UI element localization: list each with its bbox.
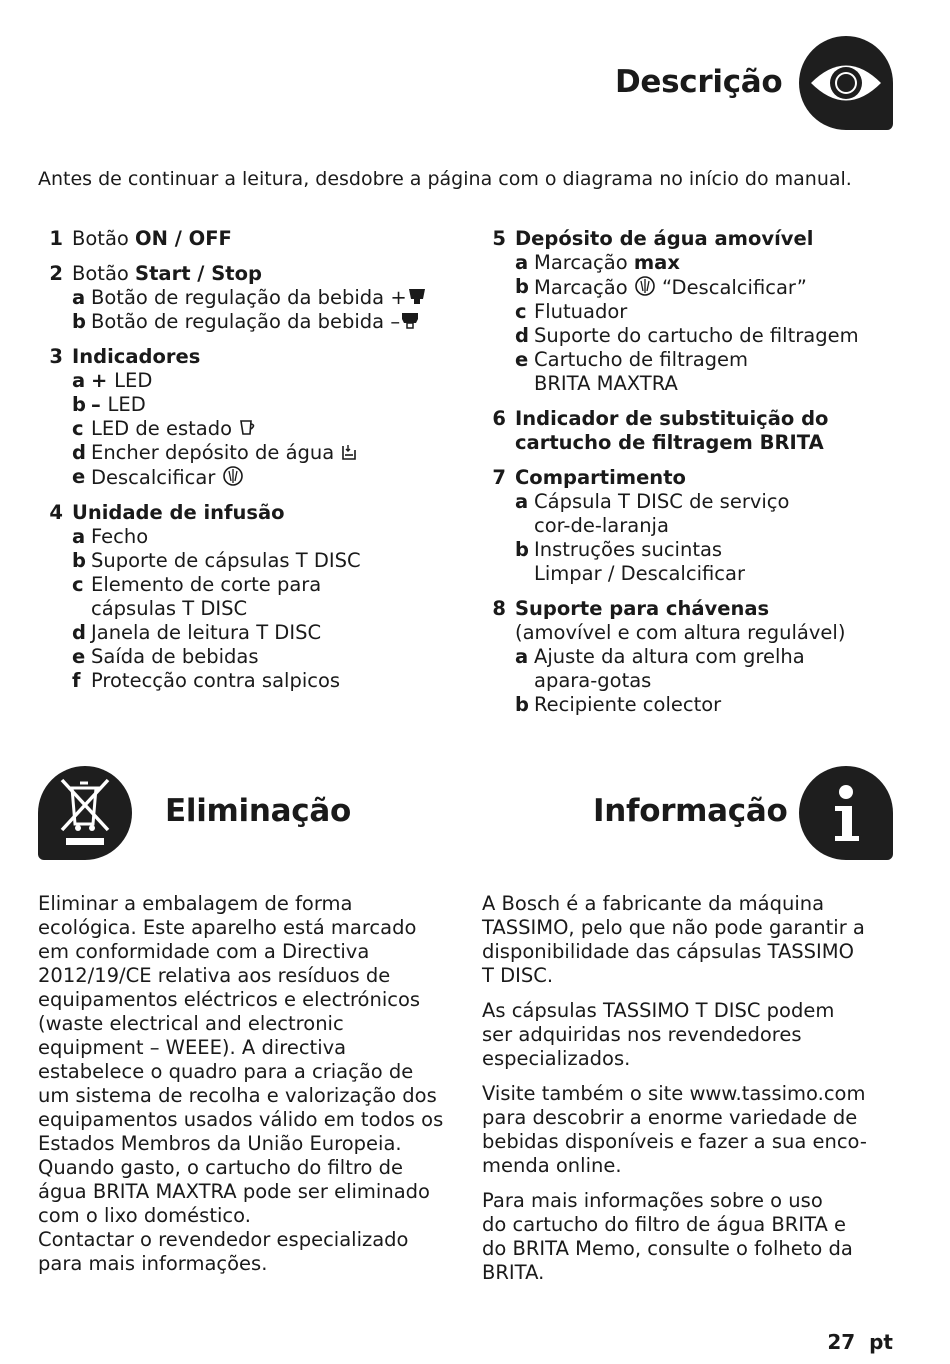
list-item [481, 466, 921, 586]
sub-letter: a [515, 490, 529, 513]
disposal-line: um sistema de recolha e valorização dos [38, 1084, 437, 1107]
item-title: Indicador de substituição do [515, 407, 829, 430]
sub-text: Marcação [534, 251, 634, 274]
info-line: disponibilidade das cápsulas TASSIMO [482, 940, 854, 963]
info-line: T DISC. [482, 964, 554, 987]
sub-text: LED [114, 369, 153, 392]
disposal-line: para mais informações. [38, 1252, 268, 1275]
info-line: Visite também o site www.tassimo.com [482, 1082, 866, 1105]
info-title: Informação [593, 793, 788, 829]
sub-text: Suporte de cápsulas T DISC [91, 549, 361, 572]
info-line: Para mais informações sobre o uso [482, 1189, 823, 1212]
disposal-line: (waste electrical and electronic [38, 1012, 344, 1035]
disposal-line: equipamentos usados válido em todos os [38, 1108, 444, 1131]
sub-text: BRITA MAXTRA [534, 372, 678, 395]
sub-letter: a [72, 369, 86, 392]
sub-text: Limpar / Descalcificar [534, 562, 745, 585]
item-text: Botão [72, 227, 136, 250]
sub-letter: d [72, 441, 86, 464]
sub-letter: c [515, 300, 527, 323]
sub-letter: b [72, 310, 86, 333]
disposal-line: equipamentos eléctricos e electrónicos [38, 988, 421, 1011]
item-title: Suporte para chávenas [515, 597, 770, 620]
item-bold-text: ON / OFF [135, 227, 232, 250]
info-line: A Bosch é a fabricante da máquina [482, 892, 825, 915]
sub-text: Protecção contra salpicos [91, 669, 341, 692]
cup-icon [407, 287, 429, 307]
item-number: 5 [492, 227, 506, 250]
list-item [481, 227, 921, 396]
description-list-left [38, 227, 468, 704]
sub-letter: d [515, 324, 529, 347]
info-paragraph-1 [482, 892, 922, 988]
info-line: BRITA. [482, 1261, 545, 1284]
sub-text: Instruções sucintas [534, 538, 723, 561]
sub-letter: e [72, 645, 86, 668]
sub-text: Cartucho de filtragem [534, 348, 749, 371]
sub-text: LED de estado [91, 417, 233, 440]
sub-text: Ajuste da altura com grelha [534, 645, 805, 668]
sub-letter: f [72, 669, 81, 692]
info-line: menda online. [482, 1154, 622, 1177]
eye-icon [799, 36, 893, 130]
info-line: para descobrir a enorme variedade de [482, 1106, 858, 1129]
sub-text: LED [107, 393, 146, 416]
item-title: Indicadores [72, 345, 201, 368]
disposal-text [38, 892, 468, 1276]
sub-letter: b [515, 275, 529, 298]
item-title: Unidade de infusão [72, 501, 285, 524]
water-tank-icon [340, 442, 358, 462]
sub-text: Descalcificar [91, 466, 216, 489]
descale-icon [222, 465, 244, 487]
plus-icon: + [91, 369, 115, 392]
disposal-line: ecológica. Este aparelho está marcado [38, 916, 417, 939]
sub-letter: b [72, 393, 86, 416]
info-line: bebidas disponíveis e fazer a sua enco- [482, 1130, 867, 1153]
sub-bold-text: max [633, 251, 680, 274]
sub-letter: b [515, 693, 529, 716]
sub-text: cápsulas T DISC [91, 597, 248, 620]
crossed-bin-icon [38, 766, 132, 860]
disposal-line: água BRITA MAXTRA pode ser eliminado [38, 1180, 430, 1203]
disposal-line: Quando gasto, o cartucho do filtro de [38, 1156, 403, 1179]
sub-text: Cápsula T DISC de serviço [534, 490, 790, 513]
sub-letter: a [515, 251, 529, 274]
info-line: ser adquiridas nos revendedores [482, 1023, 802, 1046]
item-bold-text: Start / Stop [135, 262, 262, 285]
list-item [38, 501, 468, 693]
sub-letter: a [72, 525, 86, 548]
info-line: do BRITA Memo, consulte o folheto da [482, 1237, 853, 1260]
descale-icon [634, 275, 656, 297]
list-item [38, 345, 468, 490]
info-paragraph-4 [482, 1189, 922, 1285]
page-number [827, 1330, 893, 1354]
list-item [38, 262, 468, 334]
item-subtitle: (amovível e com altura regulável) [515, 621, 846, 644]
language-code: pt [869, 1330, 893, 1354]
sub-text: Saída de bebidas [91, 645, 259, 668]
item-number: 1 [49, 227, 63, 250]
item-title: Compartimento [515, 466, 686, 489]
description-list-right [481, 227, 921, 728]
item-number: 3 [49, 345, 63, 368]
info-line: As cápsulas TASSIMO T DISC podem [482, 999, 835, 1022]
sub-letter: e [515, 348, 529, 371]
sub-text: “Descalcificar” [662, 276, 807, 299]
page-number-value: 27 [827, 1330, 856, 1354]
disposal-title: Eliminação [165, 793, 351, 829]
disposal-line: com o lixo doméstico. [38, 1204, 251, 1227]
sub-letter: e [72, 465, 86, 488]
sub-text: Fecho [91, 525, 149, 548]
disposal-line: Eliminar a embalagem de forma [38, 892, 353, 915]
mug-status-icon [238, 418, 258, 438]
info-text [482, 892, 922, 1296]
sub-letter: d [72, 621, 86, 644]
sub-letter: a [72, 286, 86, 309]
sub-text: cor-de-laranja [534, 514, 669, 537]
info-icon [799, 766, 893, 860]
disposal-line: equipment – WEEE). A directiva [38, 1036, 347, 1059]
item-title: Depósito de água amovível [515, 227, 814, 250]
list-item [481, 597, 921, 717]
page-title: Descrição [615, 64, 783, 100]
minus-icon: – [91, 393, 108, 416]
sub-text: Recipiente colector [534, 693, 722, 716]
sub-letter: b [515, 538, 529, 561]
item-number: 6 [492, 407, 506, 430]
info-line: especializados. [482, 1047, 631, 1070]
item-text: Botão [72, 262, 136, 285]
sub-text: Encher depósito de água [91, 441, 335, 464]
info-paragraph-3 [482, 1082, 922, 1178]
info-paragraph-2 [482, 999, 922, 1071]
info-line: do cartucho do filtro de água BRITA e [482, 1213, 846, 1236]
sub-text: Flutuador [534, 300, 628, 323]
sub-letter: c [72, 573, 84, 596]
item-number: 7 [492, 466, 506, 489]
sub-letter: a [515, 645, 529, 668]
sub-text: Botão de regulação da bebida + [91, 286, 407, 309]
disposal-line: Estados Membros da União Europeia. [38, 1132, 402, 1155]
sub-letter: c [72, 417, 84, 440]
item-title: cartucho de filtragem BRITA [515, 431, 824, 454]
sub-text: Suporte do cartucho de filtragem [534, 324, 859, 347]
disposal-line: Contactar o revendedor especializado [38, 1228, 409, 1251]
list-item [38, 227, 468, 251]
intro-text: Antes de continuar a leitura, desdobre a página com o diagrama no início do manual. [38, 168, 852, 190]
disposal-line: 2012/19/CE relativa aos resíduos de [38, 964, 391, 987]
cup-icon [400, 311, 422, 331]
sub-letter: b [72, 549, 86, 572]
item-number: 2 [49, 262, 63, 285]
disposal-line: estabelece o quadro para a criação de [38, 1060, 414, 1083]
info-line: TASSIMO, pelo que não pode garantir a [482, 916, 865, 939]
sub-text: Janela de leitura T DISC [91, 621, 322, 644]
item-number: 8 [492, 597, 506, 620]
sub-text: apara-gotas [534, 669, 652, 692]
sub-text: Botão de regulação da bebida – [91, 310, 401, 333]
sub-text: Elemento de corte para [91, 573, 322, 596]
item-number: 4 [49, 501, 63, 524]
list-item [481, 407, 921, 455]
disposal-line: em conformidade com a Directiva [38, 940, 370, 963]
sub-text: Marcação [534, 276, 628, 299]
